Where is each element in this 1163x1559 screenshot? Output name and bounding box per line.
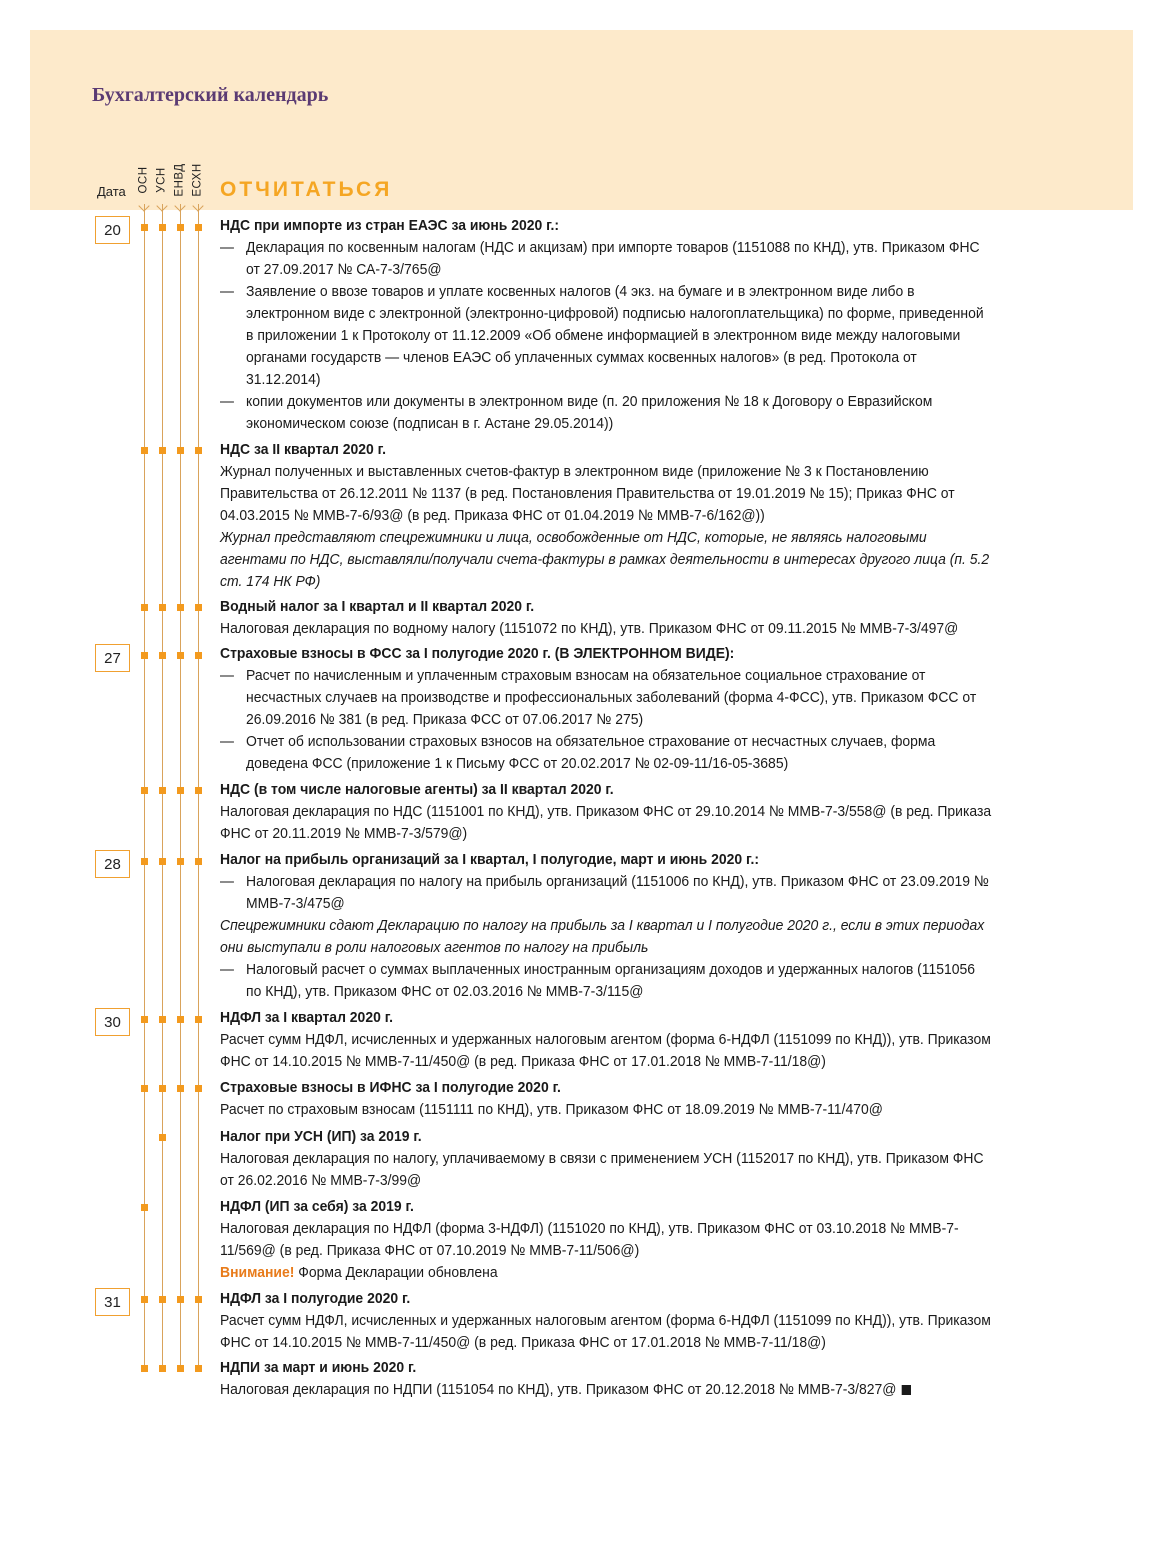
date-column-label: Дата — [97, 184, 126, 199]
entry-text: Журнал полученных и выставленных счетов-фактур в электронном виде (приложение № 3 к Постановлению Правительства от 26.12.2011 № 1137 (в ред. Постановления Правительства от 19.01.2019 № 15); Приказ ФНС от 04.03.2015 № ММВ-7-6/93@ (в ред. Приказа ФНС от 01.04.2019 № ММВ-7-6/162@)) — [220, 463, 955, 524]
regime-marker — [159, 1085, 166, 1092]
column-head-envd: ЕНВД — [174, 163, 186, 197]
regime-marker — [177, 224, 184, 231]
regime-marker — [177, 1085, 184, 1092]
regime-marker — [141, 1204, 148, 1211]
regime-marker — [159, 1296, 166, 1303]
entry-text: Налоговая декларация по НДС (1151001 по КНД), утв. Приказом ФНС от 29.10.2014 № ММВ-7-3/558@ (в ред. Приказа ФНС от 20.11.2019 № ММВ-7-3/579@) — [220, 803, 992, 842]
regime-marker — [141, 224, 148, 231]
date-box-30: 30 — [95, 1008, 130, 1036]
entry-title: НДФЛ (ИП за себя) за 2019 г. — [220, 1198, 414, 1215]
regime-marker — [141, 652, 148, 659]
regime-marker — [195, 1016, 202, 1023]
regime-marker — [141, 1085, 148, 1092]
entry-title: НДС при импорте из стран ЕАЭС за июнь 2020 г.: — [220, 217, 560, 234]
regime-marker — [141, 787, 148, 794]
entry-insurance-ifns — [220, 1077, 992, 1121]
entry-ndfl-q1 — [220, 1007, 992, 1073]
list-item: — Расчет по начисленным и уплаченным страховым взносам на обязательное социальное страхование от несчастных случаев на производстве и профессиональных заболеваний (форма 4-ФСС), утв. Приказом ФСС от 26.09.2016 № 381 (в ред. Приказа ФСС от 07.06.2017 № 275) — [220, 665, 992, 731]
regime-marker — [159, 604, 166, 611]
column-head-osn: ОСН — [138, 166, 150, 194]
list-item: — Отчет об использовании страховых взносов на обязательное страхование от несчастных случаев, форма доведена ФСС (приложение 1 к Письму ФСС от 20.02.2017 № 02-09-11/16-05-3685) — [220, 731, 992, 775]
entry-text: Расчет сумм НДФЛ, исчисленных и удержанных налоговым агентом (форма 6-НДФЛ (1151099 по КНД)), утв. Приказом ФНС от 14.10.2015 № ММВ-7-11/450@ (в ред. Приказа ФНС от 17.01.2018 № ММВ-7-11/18@) — [220, 1312, 991, 1351]
attention-text: Форма Декларации обновлена — [294, 1264, 498, 1281]
list-item: — копии документов или документы в электронном виде (п. 20 приложения № 18 к Договору о Евразийском экономическом союзе (подписан в г. Астане 29.05.2014)) — [220, 391, 992, 435]
entry-title: Страховые взносы в ФСС за I полугодие 2020 г. (В ЭЛЕКТРОННОМ ВИДЕ): — [220, 645, 735, 662]
regime-marker — [159, 858, 166, 865]
regime-marker — [195, 858, 202, 865]
regime-marker — [177, 858, 184, 865]
regime-marker — [195, 787, 202, 794]
regime-marker — [159, 787, 166, 794]
regime-marker — [141, 1296, 148, 1303]
regime-marker — [177, 652, 184, 659]
list-item: — Налоговая декларация по налогу на прибыль организаций (1151006 по КНД), утв. Приказом ФНС от 23.09.2019 № ММВ-7-3/475@ — [220, 871, 992, 915]
date-box-20: 20 — [95, 216, 130, 244]
regime-marker — [159, 224, 166, 231]
regime-marker — [177, 1296, 184, 1303]
entry-title: НДФЛ за I полугодие 2020 г. — [220, 1290, 411, 1307]
regime-marker — [141, 447, 148, 454]
entry-title: Водный налог за I квартал и II квартал 2020 г. — [220, 598, 535, 615]
entry-nds-import — [220, 215, 992, 435]
entry-nds-agents — [220, 779, 992, 845]
regime-marker — [177, 787, 184, 794]
regime-marker — [195, 652, 202, 659]
end-square-icon — [902, 1385, 911, 1395]
entry-title: НДС за II квартал 2020 г. — [220, 441, 386, 458]
regime-marker — [177, 1365, 184, 1372]
entry-title: Налог на прибыль организаций за I квартал, I полугодие, март и июнь 2020 г.: — [220, 851, 759, 868]
list-item: — Декларация по косвенным налогам (НДС и акцизам) при импорте товаров (1151088 по КНД), утв. Приказом ФНС от 27.09.2017 № СА-7-3/765@ — [220, 237, 992, 281]
entry-attention-line — [220, 1262, 992, 1284]
section-title: ОТЧИТАТЬСЯ — [220, 178, 393, 201]
entry-nds-q2 — [220, 439, 992, 593]
list-item: — Налоговый расчет о суммах выплаченных иностранным организациям доходов и удержанных налогов (1151056 по КНД), утв. Приказом ФНС от 02.03.2016 № ММВ-7-3/115@ — [220, 959, 992, 1003]
entry-text: Налоговая декларация по водному налогу (1151072 по КНД), утв. Приказом ФНС от 09.11.2015 № ММВ-7-3/497@ — [220, 620, 959, 637]
entry-text: Налоговая декларация по налогу, уплачиваемому в связи с применением УСН (1152017 по КНД), утв. Приказом ФНС от 26.02.2016 № ММВ-7-3/99@ — [220, 1150, 984, 1189]
date-box-27: 27 — [95, 644, 130, 672]
entry-note: Журнал представляют спецрежимники и лица, освобожденные от НДС, которые, не являясь налоговыми агентами по НДС, выставляли/получали счета-фактуры в рамках деятельности в интересах другого лица (п. 5.2 ст. 174 НК РФ) — [220, 529, 990, 590]
regime-marker — [141, 1016, 148, 1023]
entry-usn-ip — [220, 1126, 992, 1192]
entry-water-tax — [220, 596, 992, 640]
regime-marker — [195, 604, 202, 611]
regime-marker — [141, 858, 148, 865]
entry-text: Налоговая декларация по НДФЛ (форма 3-НДФЛ) (1151020 по КНД), утв. Приказом ФНС от 03.10.2018 № ММВ-7-11/569@ (в ред. Приказа ФНС от 07.10.2019 № ММВ-7-11/506@) — [220, 1220, 959, 1259]
regime-marker — [177, 604, 184, 611]
entry-title: НДПИ за март и июнь 2020 г. — [220, 1359, 417, 1376]
entry-title: Страховые взносы в ИФНС за I полугодие 2020 г. — [220, 1079, 561, 1096]
regime-marker — [159, 1365, 166, 1372]
column-head-usn: УСН — [156, 167, 169, 193]
entry-ndpi — [220, 1357, 992, 1401]
regime-marker — [195, 1296, 202, 1303]
entry-title: Налог при УСН (ИП) за 2019 г. — [220, 1128, 422, 1145]
entry-ndfl-ip — [220, 1196, 992, 1284]
page-title: Бухгалтерский календарь — [92, 84, 329, 106]
date-box-28: 28 — [95, 850, 130, 878]
entry-fss — [220, 643, 992, 775]
regime-marker — [195, 1085, 202, 1092]
column-head-eshn: ЕСХН — [192, 163, 204, 197]
entry-note: Спецрежимники сдают Декларацию по налогу на прибыль за I квартал и I полугодие 2020 г., если в этих периодах они выступали в роли налоговых агентов по налогу на прибыль — [220, 917, 985, 956]
regime-marker — [141, 604, 148, 611]
regime-marker — [159, 447, 166, 454]
entry-ndfl-h1 — [220, 1288, 992, 1354]
entry-text: Налоговая декларация по НДПИ (1151054 по КНД), утв. Приказом ФНС от 20.12.2018 № ММВ-7-3/827@ — [220, 1381, 897, 1398]
regime-marker — [177, 447, 184, 454]
regime-marker — [195, 447, 202, 454]
entry-profit-tax — [220, 849, 992, 1003]
date-box-31: 31 — [95, 1288, 130, 1316]
regime-marker — [159, 1134, 166, 1141]
entry-text: Расчет сумм НДФЛ, исчисленных и удержанных налоговым агентом (форма 6-НДФЛ (1151099 по КНД)), утв. Приказом ФНС от 14.10.2015 № ММВ-7-11/450@ (в ред. Приказа ФНС от 17.01.2018 № ММВ-7-11/18@) — [220, 1031, 991, 1070]
regime-marker — [159, 1016, 166, 1023]
regime-marker — [195, 224, 202, 231]
entry-title: НДФЛ за I квартал 2020 г. — [220, 1009, 394, 1026]
regime-marker — [177, 1016, 184, 1023]
entry-title: НДС (в том числе налоговые агенты) за II квартал 2020 г. — [220, 781, 614, 798]
list-item: — Заявление о ввозе товаров и уплате косвенных налогов (4 экз. на бумаге и в электронном виде либо в электронном виде с электронной (электронно-цифровой) подписью налогоплательщика) по форме, приведенной в приложении 1 к Протоколу от 11.12.2009 «Об обмене информацией в электронном виде между налоговыми органами государств — членов ЕАЭС об уплаченных суммах косвенных налогов» (в ред. Протокола от 31.12.2014) — [220, 281, 992, 391]
regime-marker — [195, 1365, 202, 1372]
entry-text: Расчет по страховым взносам (1151111 по КНД), утв. Приказом ФНС от 18.09.2019 № ММВ-7-11/470@ — [220, 1101, 883, 1118]
attention-label: Внимание! — [220, 1264, 295, 1281]
regime-marker — [159, 652, 166, 659]
regime-marker — [141, 1365, 148, 1372]
